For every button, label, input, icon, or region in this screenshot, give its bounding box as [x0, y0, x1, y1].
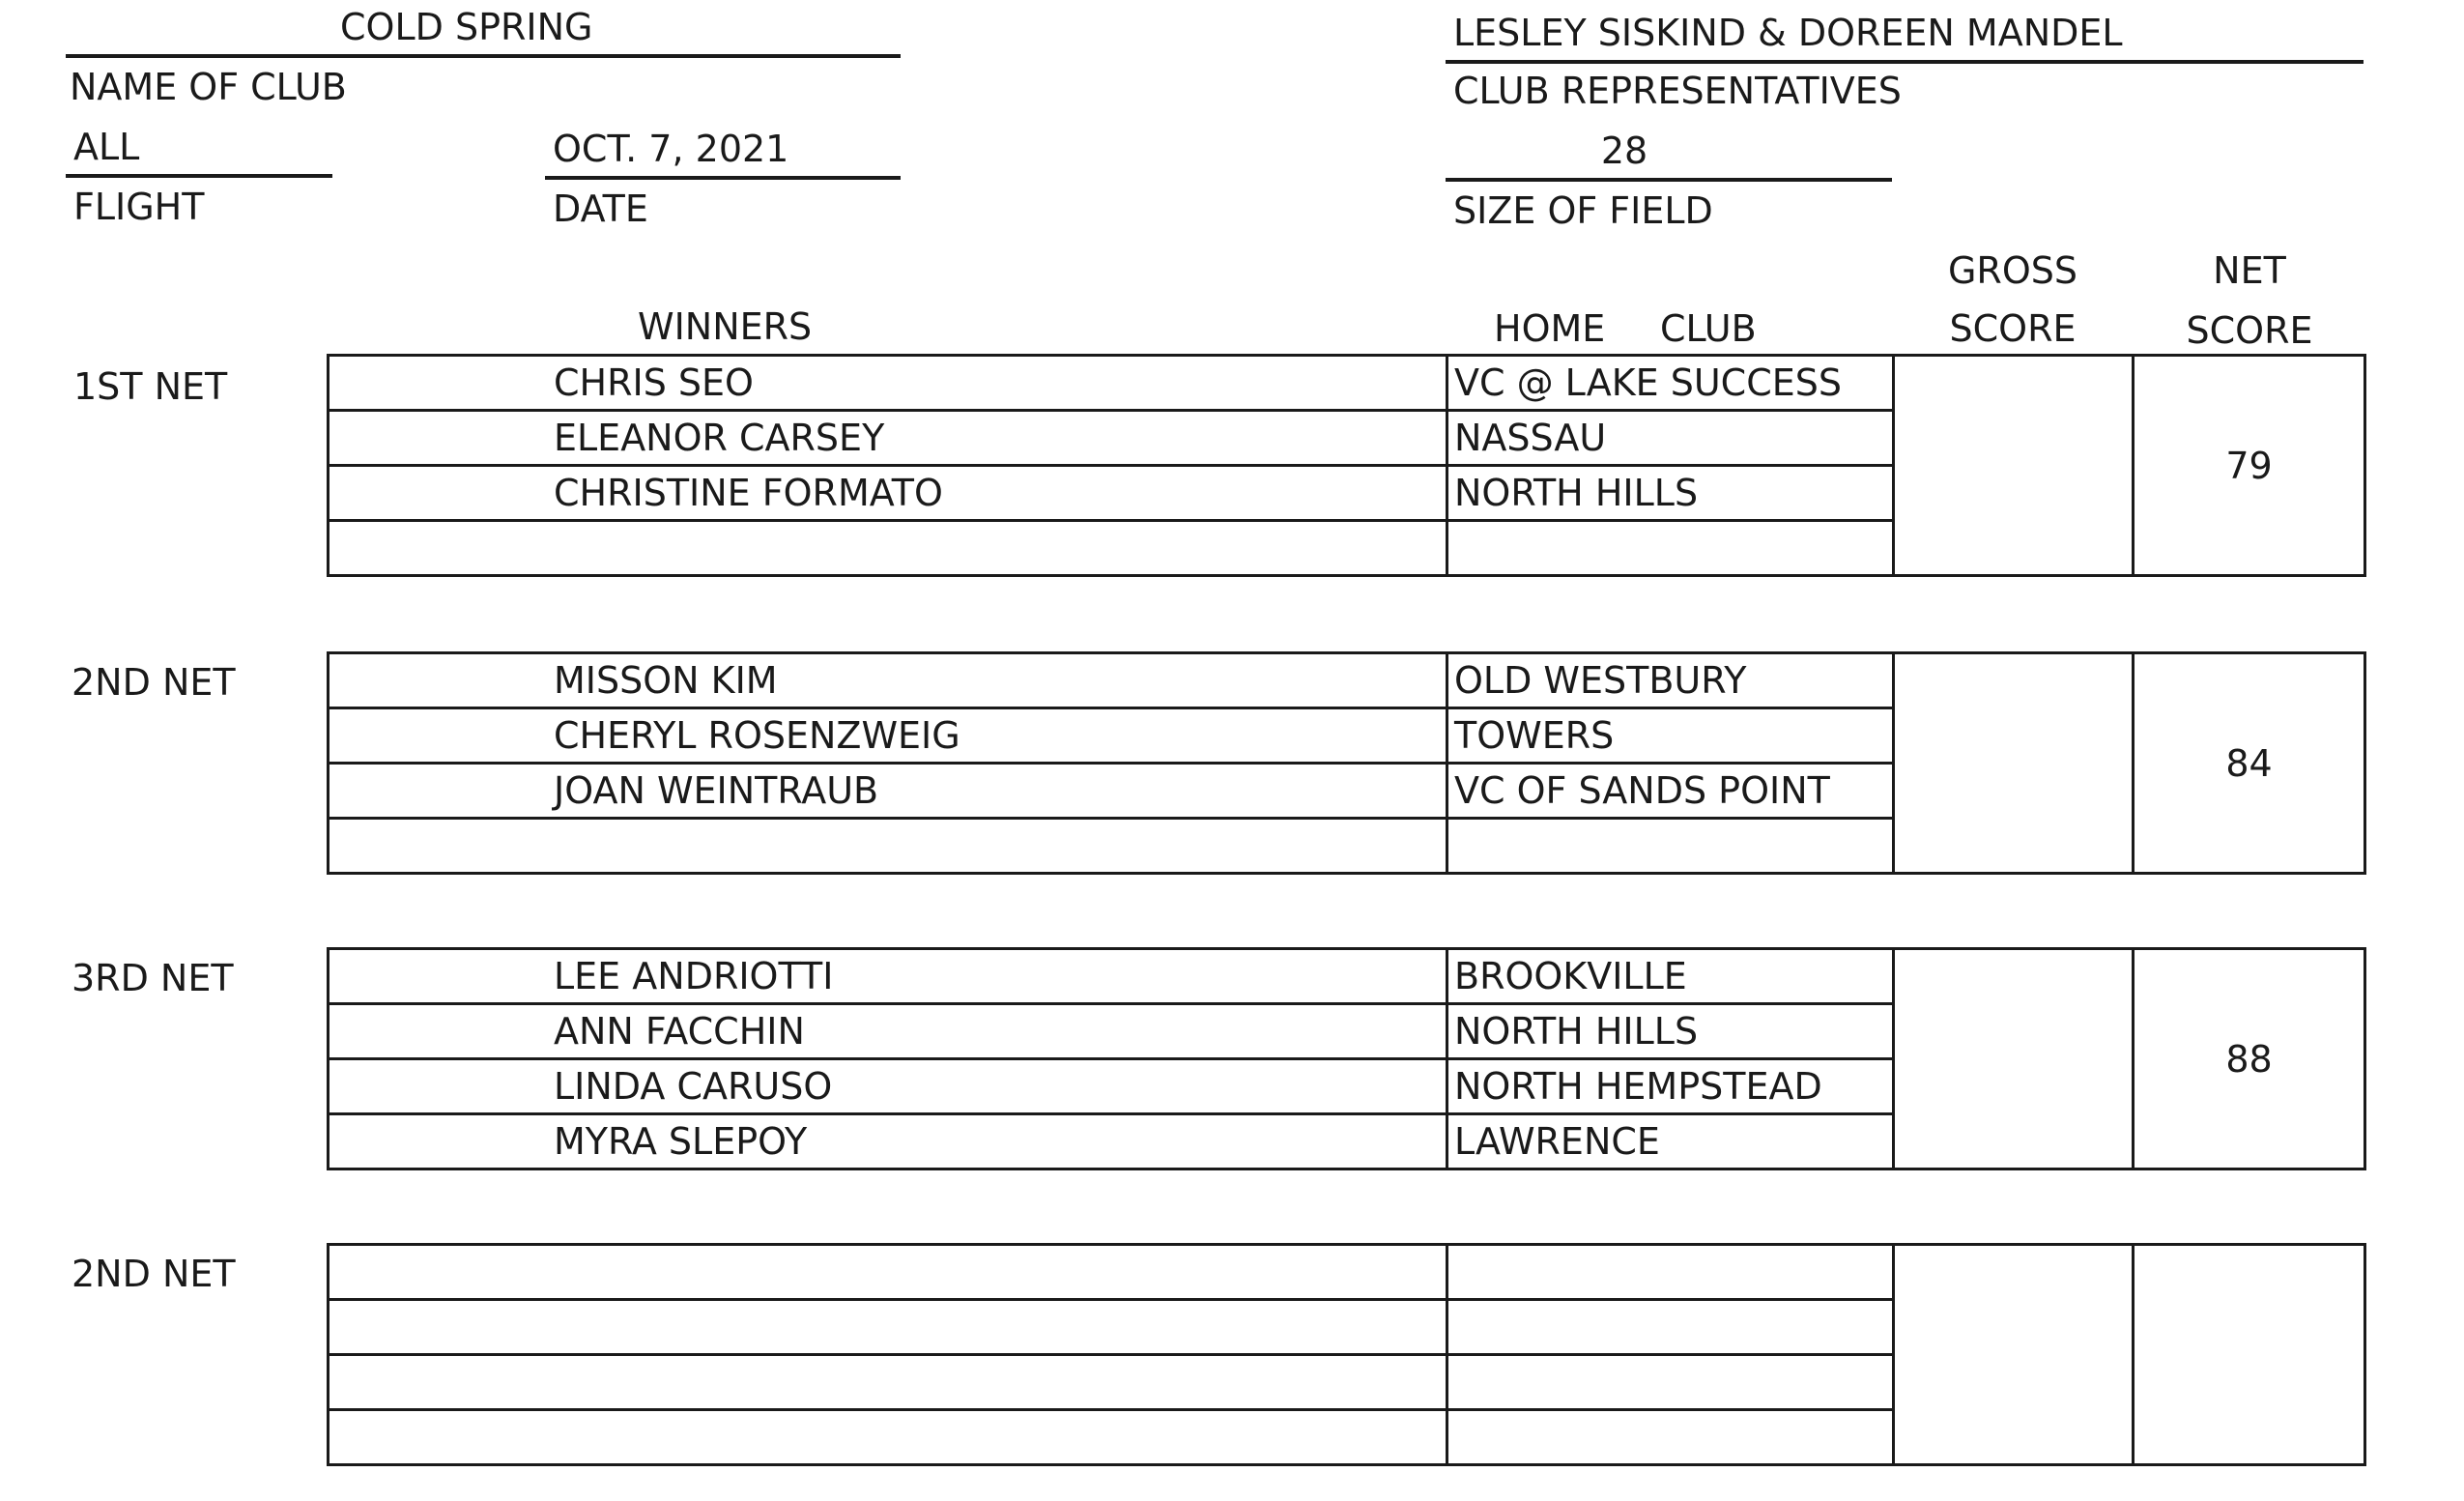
home-club: VC @ LAKE SUCCESS: [1447, 356, 1894, 411]
winner-name: ELEANOR CARSEY: [329, 411, 1447, 466]
home-club: [1447, 521, 1894, 576]
winner-name: [329, 521, 1447, 576]
winner-name: JOAN WEINTRAUB: [329, 764, 1447, 819]
results-table-2nd-net: [327, 651, 2366, 875]
date-rule: [545, 176, 901, 180]
gross-score: [1894, 1245, 2134, 1465]
gross-heading-line1: GROSS: [1947, 249, 2077, 292]
representatives-value: LESLEY SISKIND & DOREEN MANDEL: [1453, 12, 2123, 54]
home-club: [1447, 1355, 1894, 1410]
group-label-1st-net: 1ST NET: [73, 365, 228, 408]
net-score: [2134, 1245, 2365, 1465]
winner-name: [329, 1245, 1447, 1300]
winner-name: CHRIS SEO: [329, 356, 1447, 411]
home-club: NORTH HILLS: [1447, 466, 1894, 521]
date-value: OCT. 7, 2021: [553, 128, 789, 170]
home-club: VC OF SANDS POINT: [1447, 764, 1894, 819]
net-heading-line1: NET: [2213, 249, 2286, 292]
representatives-label: CLUB REPRESENTATIVES: [1453, 70, 1902, 112]
net-score: 88: [2134, 949, 2365, 1169]
gross-heading-line2: SCORE: [1949, 307, 2077, 350]
results-table-3rd-net: [327, 947, 2366, 1170]
net-heading-line2: SCORE: [2186, 309, 2313, 352]
group-label-3rd-net: 3RD NET: [72, 957, 234, 999]
gross-score: [1894, 653, 2134, 874]
winner-name: [329, 1355, 1447, 1410]
winner-name: LINDA CARUSO: [329, 1059, 1447, 1114]
flight-label: FLIGHT: [73, 186, 205, 228]
winner-name: MYRA SLEPOY: [329, 1114, 1447, 1169]
gross-score: [1894, 356, 2134, 576]
club-heading: CLUB: [1660, 307, 1757, 350]
home-club: LAWRENCE: [1447, 1114, 1894, 1169]
winner-name: [329, 819, 1447, 874]
field-size-rule: [1446, 178, 1892, 182]
home-club: [1447, 819, 1894, 874]
home-heading: HOME: [1494, 307, 1606, 350]
home-club: TOWERS: [1447, 708, 1894, 764]
flight-value: ALL: [73, 126, 140, 168]
winner-name: ANN FACCHIN: [329, 1004, 1447, 1059]
home-club: BROOKVILLE: [1447, 949, 1894, 1004]
table-row: [329, 949, 2365, 1004]
group-label-2nd-net-blank: 2ND NET: [72, 1253, 236, 1295]
net-score: 79: [2134, 356, 2365, 576]
gross-score: [1894, 949, 2134, 1169]
table-row: [329, 653, 2365, 708]
table-row: [329, 356, 2365, 411]
club-name-label: NAME OF CLUB: [70, 66, 347, 108]
home-club: OLD WESTBURY: [1447, 653, 1894, 708]
results-table-blank: [327, 1243, 2366, 1466]
winner-name: [329, 1300, 1447, 1355]
date-label: DATE: [553, 188, 648, 230]
winner-name: CHRISTINE FORMATO: [329, 466, 1447, 521]
club-name-value: COLD SPRING: [340, 6, 593, 48]
winner-name: [329, 1410, 1447, 1465]
table-row: [329, 1245, 2365, 1300]
home-club: NORTH HILLS: [1447, 1004, 1894, 1059]
home-club: [1447, 1300, 1894, 1355]
home-club: [1447, 1245, 1894, 1300]
flight-rule: [66, 174, 332, 178]
field-size-label: SIZE OF FIELD: [1453, 189, 1713, 232]
winner-name: LEE ANDRIOTTI: [329, 949, 1447, 1004]
winners-heading: WINNERS: [638, 305, 813, 348]
club-name-rule: [66, 54, 901, 58]
winner-name: CHERYL ROSENZWEIG: [329, 708, 1447, 764]
field-size-value: 28: [1600, 130, 1648, 172]
results-table-1st-net: [327, 354, 2366, 577]
winner-name: MISSON KIM: [329, 653, 1447, 708]
net-score: 84: [2134, 653, 2365, 874]
home-club: NASSAU: [1447, 411, 1894, 466]
home-club: NORTH HEMPSTEAD: [1447, 1059, 1894, 1114]
group-label-2nd-net: 2ND NET: [72, 661, 236, 704]
home-club: [1447, 1410, 1894, 1465]
representatives-rule: [1446, 60, 2364, 64]
